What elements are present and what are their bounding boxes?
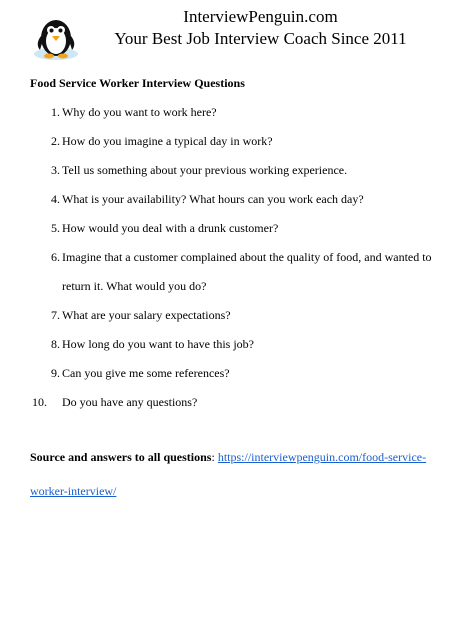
list-item xyxy=(30,185,450,214)
list-number: 7. xyxy=(51,308,60,322)
list-number: 9. xyxy=(51,366,60,380)
list-item xyxy=(30,388,450,417)
question-text: How would you deal with a drunk customer? xyxy=(62,221,279,235)
list-number: 6. xyxy=(51,250,60,264)
question-text: Why do you want to work here? xyxy=(62,105,217,119)
source-link[interactable]: https://interviewpenguin.com/food-service-worker-interview/ xyxy=(30,450,427,498)
question-text: What is your availability? What hours can you work each day? xyxy=(62,192,364,206)
list-item xyxy=(30,243,450,301)
list-number: 3. xyxy=(51,163,60,177)
list-number: 2. xyxy=(51,134,60,148)
header-text xyxy=(88,6,433,50)
list-number: 1. xyxy=(51,105,60,119)
list-item xyxy=(30,127,450,156)
question-text: How do you imagine a typical day in work? xyxy=(62,134,273,148)
question-text: Can you give me some references? xyxy=(62,366,230,380)
list-number: 8. xyxy=(51,337,60,351)
question-list xyxy=(30,98,450,417)
list-item xyxy=(30,214,450,243)
list-item xyxy=(30,359,450,388)
site-tagline: Your Best Job Interview Coach Since 2011 xyxy=(114,29,407,48)
question-text: What are your salary expectations? xyxy=(62,308,231,322)
source-label: Source and answers to all questions xyxy=(30,450,212,464)
question-text: How long do you want to have this job? xyxy=(62,337,254,351)
document-title: Food Service Worker Interview Questions xyxy=(30,76,245,90)
list-number: 5. xyxy=(51,221,60,235)
question-text: Do you have any questions? xyxy=(62,395,198,409)
list-number: 4. xyxy=(51,192,60,206)
penguin-logo-icon xyxy=(30,10,82,62)
list-item xyxy=(30,98,450,127)
site-name: InterviewPenguin.com xyxy=(183,7,338,26)
source-line xyxy=(30,440,450,508)
list-item xyxy=(30,330,450,359)
list-item xyxy=(30,156,450,185)
list-item xyxy=(30,301,450,330)
question-text: Tell us something about your previous working experience. xyxy=(62,163,348,177)
source-separator: : xyxy=(211,450,218,464)
list-number: 10. xyxy=(32,395,47,409)
question-text: Imagine that a customer complained about the quality of food, and wanted to return it. What would you do? xyxy=(62,250,432,293)
page-header xyxy=(0,0,470,72)
